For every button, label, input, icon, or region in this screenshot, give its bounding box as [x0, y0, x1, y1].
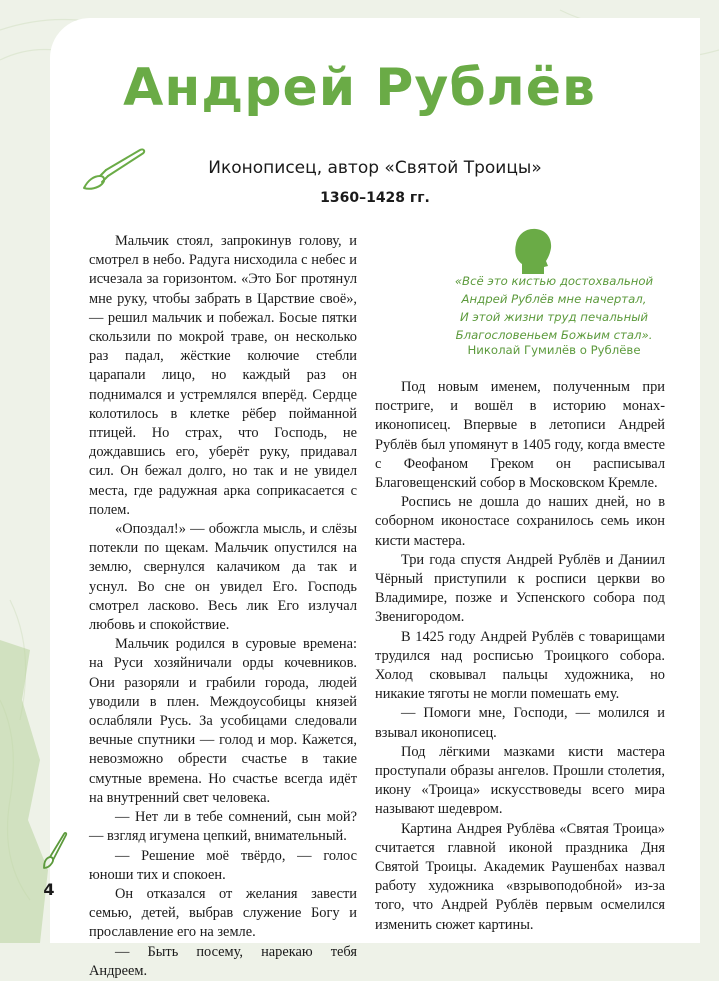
life-years: 1360–1428 гг.: [320, 190, 430, 206]
paragraph: «Опоздал!» — обожгла мысль, и слёзы потекли по щекам. Мальчик опустился на землю, свернулся калачиком да так и уснул. Во сне он увидел Его. Господь смотрел ласково. Весь лик Его излучал любовь и спокойствие.: [89, 521, 357, 634]
paragraph: Под новым именем, полученным при постриге, и вошёл в историю монах-иконописец. Впервые в летописи Андрей Рублёв был упомянут в 1405 году, когда вместе с Феофаном Греком он расписывал Благовещенский собор в Московском Кремле.: [375, 379, 665, 492]
paragraph: Он отказался от желания завести семью, детей, выбрав служение Богу и прославление его на земле.: [89, 885, 357, 941]
head-silhouette-icon: [508, 226, 554, 276]
paragraph: — Решение моё твёрдо, — голос юноши тих и спокоен.: [89, 847, 357, 883]
page-number: 4: [43, 880, 55, 899]
quote-line: «Всё это кистью достохвальной: [454, 274, 654, 288]
paragraph: Мальчик родился в суровые времена: на Руси хозяйничали орды кочевников. Они разоряли и грабили города, людей уводили в плен. Междоусобицы князей ослабляли Русь. За усобицами следовали вечные спутники — голод и мор. Кажется, невозможно обрести счастье в такие смутные времена. Но счастье всегда идёт на внутренний свет человека.: [89, 636, 357, 806]
quote-line: Благословеньем Божьим стал».: [455, 328, 653, 342]
paragraph: Роспись не дошла до наших дней, но в соборном иконостасе сохранилось семь икон кисти мастера.: [375, 494, 665, 549]
paragraph: В 1425 году Андрей Рублёв с товарищами трудился над росписью Троицкого собора. Холод сковывал пальцы художника, но никакие тяготы не могли помешать ему.: [375, 628, 665, 703]
left-column: [89, 232, 357, 981]
paragraph: — Нет ли в тебе сомнений, сын мой? — взгляд игумена цепкий, внимательный.: [89, 809, 357, 845]
page-title: Андрей Рублёв: [123, 58, 596, 118]
paragraph: Мальчик стоял, запрокинув голову, и смотрел в небо. Радуга нисходила с небес и исчезала за горизонтом. «Это Бог протянул мне руку, чтобы забрать в Царствие своё», — решил мальчик и побежал. Босые пятки скользили по мокрой траве, он несколько раз падал, жёсткие колючие стебли царапали лицо, но каждый раз он поднимался и устремлялся вперёд. Сердце колотилось в клетке рёбер пойманной птицей. Но страх, что Господь, не дождавшись его, уберёт руку, придавал сил. Он бежал долго, но так и не увидел места, где радужная арка соприкасается с полем.: [89, 233, 357, 518]
paragraph: Картина Андрея Рублёва «Святая Троица» считается главной иконой праздника Дня Святой Троицы. Академик Раушенбах назвал работу художника «взрывоподобной» из-за того, что Андрей Рублёв первым осмелился изменить сюжет картины.: [375, 820, 665, 933]
paintbrush-icon: [40, 830, 68, 870]
quote-block: [398, 272, 710, 344]
page-subtitle: Иконописец, автор «Святой Троицы»: [208, 158, 542, 178]
paintbrush-icon: [80, 146, 150, 192]
right-column: [375, 378, 665, 935]
paragraph: — Помоги мне, Господи, — молился и взывал иконописец.: [375, 705, 665, 741]
paragraph: Под лёгкими мазками кисти мастера проступали образы ангелов. Прошли столетия, икону «Троица» искусствоведы всего мира называют шедевром.: [375, 743, 665, 818]
paragraph: — Быть посему, нарекаю тебя Андреем.: [89, 943, 357, 979]
paragraph: Три года спустя Андрей Рублёв и Даниил Чёрный приступили к росписи церкви во Владимире, позже и Успенского собора под Звенигородом.: [375, 551, 665, 626]
quote-line: Андрей Рублёв мне начертал,: [461, 292, 647, 306]
quote-author: Николай Гумилёв о Рублёве: [467, 343, 641, 357]
quote-line: И этой жизни труд печальный: [459, 310, 649, 324]
